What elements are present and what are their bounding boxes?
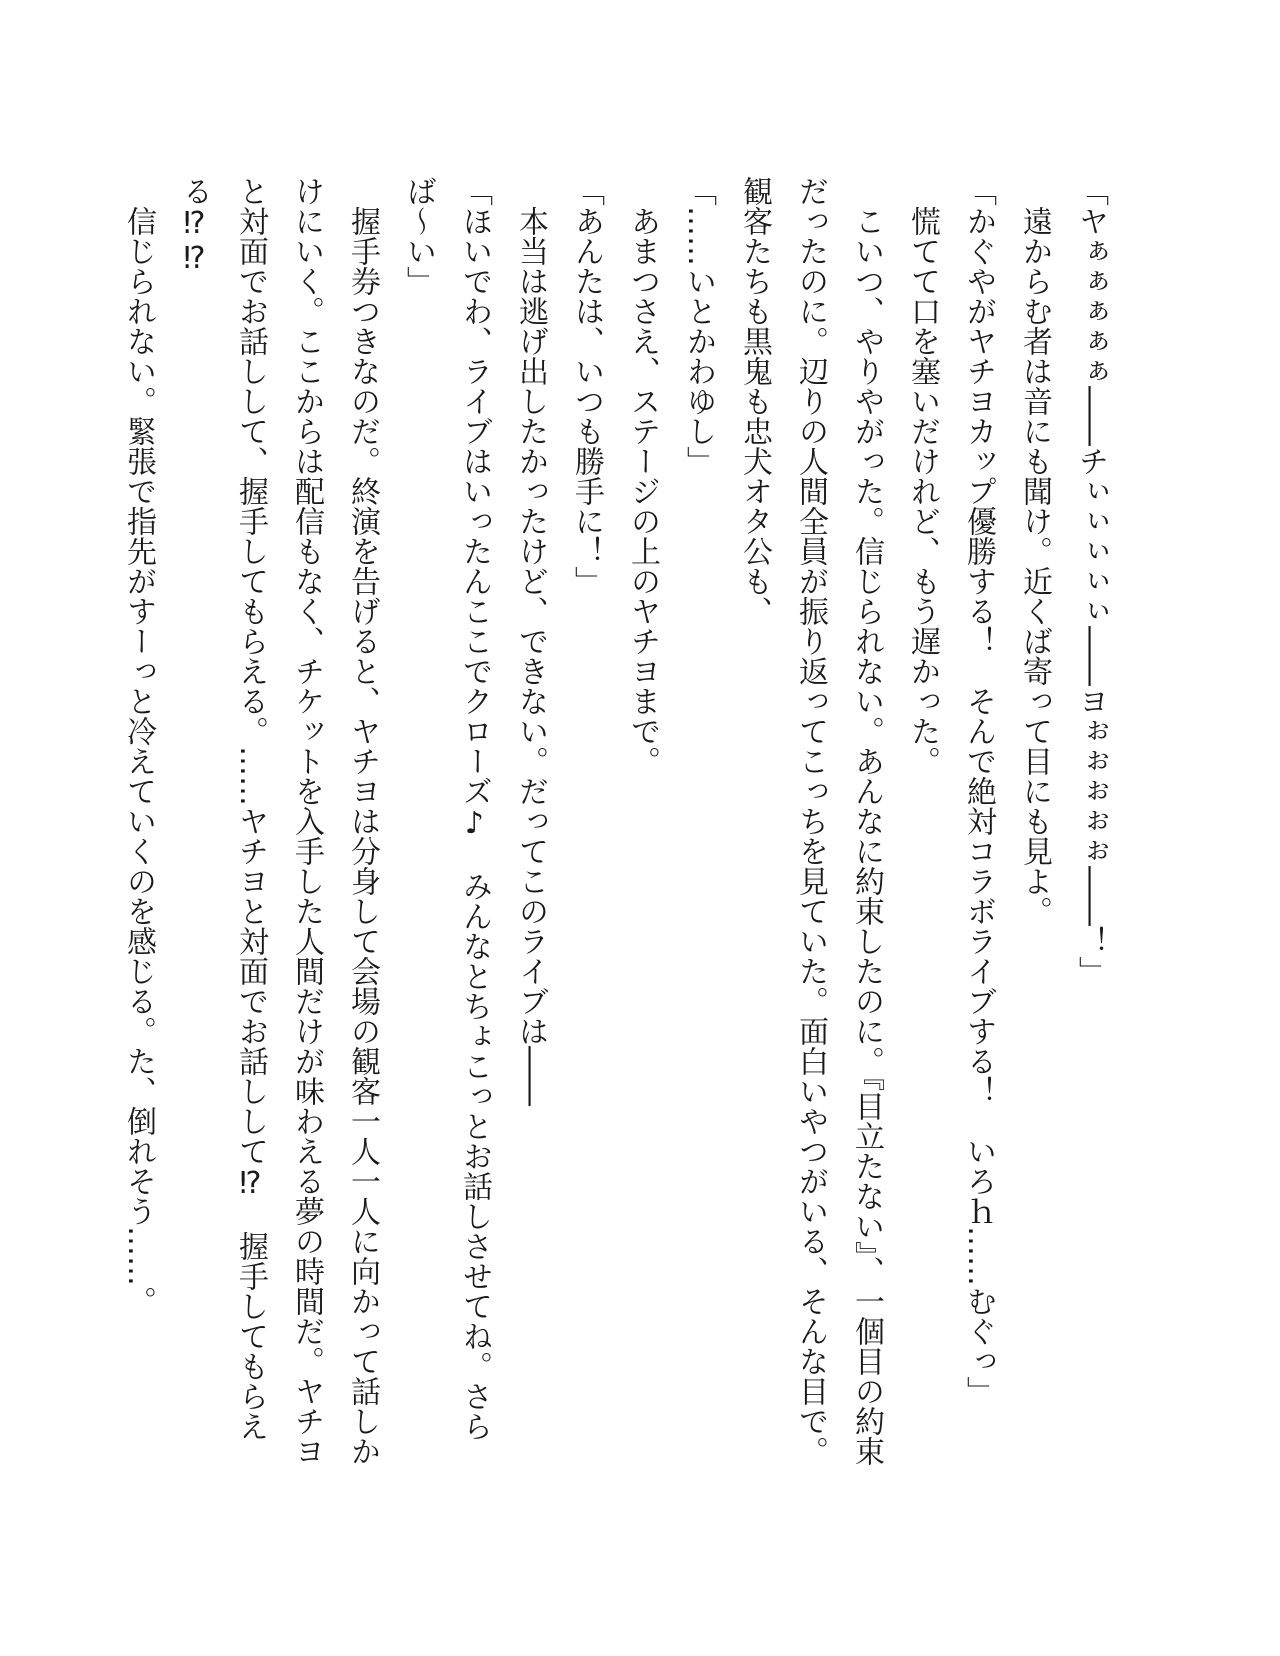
dialogue-line: 「あんたは、いつも勝手に！」 [569,176,604,596]
novel-page-body [121,176,1118,1466]
narration-paragraph: こいつ、やりやがった。信じられない。あんなに約束したのに。『目立たない』、一個目の約束だったのに。辺りの人間全員が振り返ってこっちを見ていた。面白いやつがいる、そんな目で。観客たちも黒鬼も忠犬オタ公も、 [737,176,884,1466]
dialogue-line: 「ほいでわ、ライブはいったんここでクローズ♪ みんなとちょこっとお話しさせてね。さらば〜い」 [401,176,492,1441]
narration-paragraph: 慌てて口を塞いだけれど、もう遅かった。 [905,206,940,776]
narration-paragraph: あまつさえ、ステージの上のヤチヨまで。 [625,206,660,776]
dialogue-line: 「……いとかわゆし」 [681,176,716,476]
narration-paragraph: 本当は逃げ出したかったけど、できない。だってこのライブは―― [513,206,548,1106]
dialogue-line: 「ヤぁぁぁぁぁ――チぃぃぃぃぃ――ヨぉぉぉぉぉ――！」 [1073,176,1108,986]
dialogue-line: 「かぐやがヤチヨカップ優勝する！ そんで絶対コラボライブする！ いろｈ……むぐっ」 [961,176,996,1406]
narration-paragraph: 握手券つきなのだ。終演を告げると、ヤチヨは分身して会場の観客一人一人に向かって話しかけにいく。ここからは配信もなく、チケットを入手した人間だけが味わえる夢の時間だ。ヤチヨと対面でお話しして、握手してもらえる。……ヤチヨと対面でお話しして⁉ 握手してもらえる⁉⁉ [177,176,380,1466]
narration-paragraph: 信じられない。緊張で指先がすーっと冷えていくのを感じる。た、倒れそう……。 [121,206,156,1316]
narration-paragraph: 遠からむ者は音にも聞け。近くば寄って目にも見よ。 [1017,206,1052,926]
